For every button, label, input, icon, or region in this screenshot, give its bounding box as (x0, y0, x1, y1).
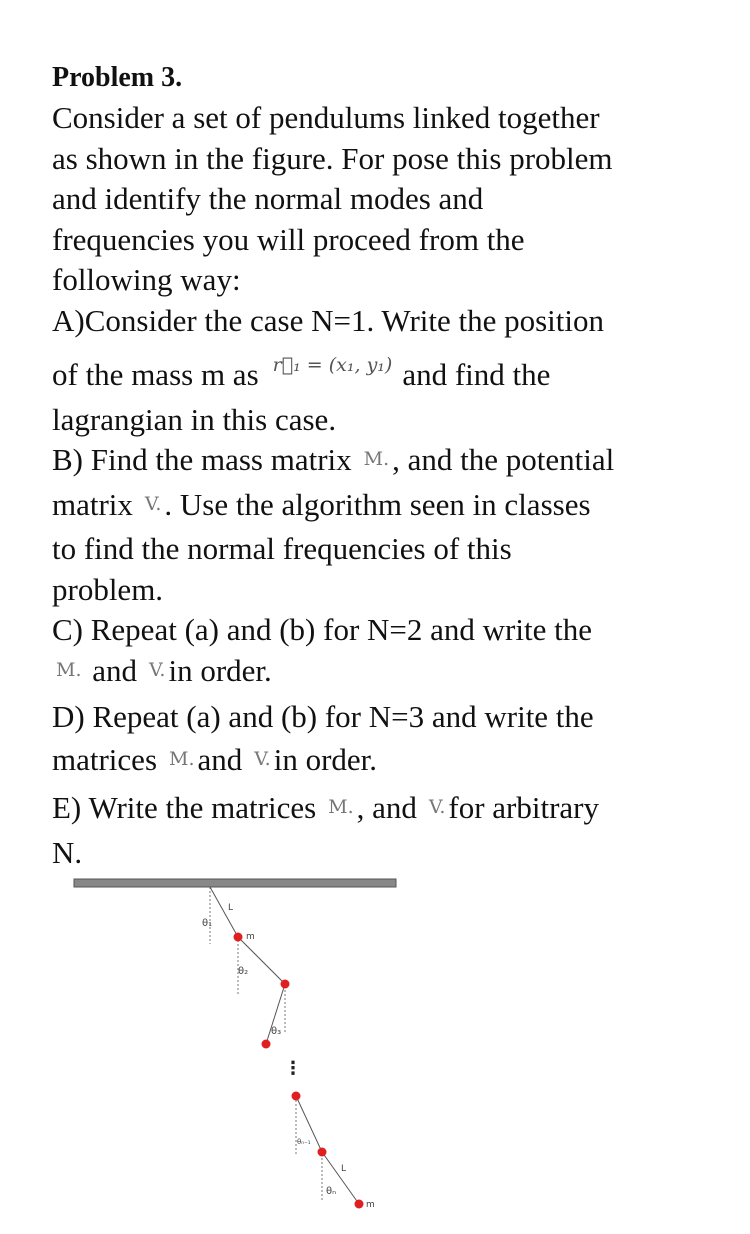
part-a-text-pre: of the mass m as (52, 357, 259, 392)
potential-matrix-symbol: V. (149, 658, 166, 681)
mass-n-minus-2 (292, 1092, 301, 1101)
potential-matrix-symbol: V. (144, 492, 162, 515)
part-a-line-3: lagrangian in this case. (52, 401, 337, 437)
intro-line-3: and identify the normal modes and (52, 181, 484, 216)
mass-n (355, 1200, 364, 1209)
potential-matrix-symbol: V. (428, 796, 446, 818)
part-b-text-pre: B) Find the mass matrix (52, 442, 352, 477)
mass-matrix-symbol: M. (169, 747, 195, 770)
part-c-and: and (92, 652, 138, 688)
part-b-line-2 (52, 485, 712, 530)
part-b-matrix-word: matrix (52, 486, 133, 522)
part-e-line-2: N. (52, 834, 83, 870)
intro-line-4: frequencies you will proceed from the (52, 221, 525, 257)
label-theta-1: θ₁ (202, 918, 213, 929)
problem-document (52, 58, 712, 873)
part-d-line-1: D) Repeat (a) and (b) for N=3 and write the (52, 699, 594, 734)
part-e-arbitrary: for arbitrary (448, 790, 599, 825)
part-d-in-order: in order. (273, 741, 378, 777)
mass-2 (281, 980, 290, 989)
label-theta-n-minus-1: θₙ₋₁ (297, 1138, 311, 1146)
mass-matrix-symbol: M. (363, 448, 390, 470)
label-theta-n: θₙ (326, 1186, 337, 1197)
mass-n-minus-1 (318, 1148, 327, 1157)
part-e-line-1 (52, 788, 712, 833)
mass-1 (234, 933, 243, 942)
part-d-line-2 (52, 740, 712, 785)
part-a-line-2 (52, 355, 712, 400)
intro-line-5: following way: (52, 262, 241, 297)
part-d-matrices-word: matrices (52, 741, 158, 777)
pendulum-diagram (70, 874, 410, 1214)
part-b-text-post: , and the potential (392, 442, 615, 477)
label-theta-2: θ₂ (238, 966, 249, 977)
part-b-line-3: to find the normal frequencies of this (52, 531, 512, 566)
part-e-and: , and (356, 790, 417, 825)
mass-matrix-symbol: M. (328, 796, 354, 818)
potential-matrix-symbol: V. (254, 747, 271, 770)
label-mass-n: m (366, 1200, 375, 1210)
mass-matrix-symbol: M. (56, 658, 82, 681)
intro-line-2: as shown in the figure. For pose this problem (52, 140, 613, 176)
part-c-in-order: in order. (168, 652, 272, 688)
part-b-line-1 (52, 440, 712, 485)
mass-3 (262, 1040, 271, 1049)
intro-line-1: Consider a set of pendulums linked together (52, 100, 600, 135)
rod-1 (210, 887, 238, 937)
label-length-top: L (228, 903, 234, 913)
label-mass-1: m (246, 932, 255, 942)
part-d-and: and (197, 741, 243, 777)
part-a-text-post: and find the (402, 357, 551, 392)
part-e-text-pre: E) Write the matrices (52, 790, 317, 825)
part-c-line-1: C) Repeat (a) and (b) for N=2 and write the (52, 612, 592, 647)
position-equation: r⃗₁ = (x₁, y₁) (272, 354, 393, 376)
part-b-algorithm-text: . Use the algorithm seen in classes (164, 486, 591, 522)
part-b-line-4: problem. (52, 571, 164, 607)
label-theta-3: θ₃ (271, 1026, 282, 1037)
pendulum-chain-figure (70, 874, 410, 1214)
label-length-bottom: L (341, 1164, 347, 1174)
problem-title: Problem 3. (52, 62, 183, 93)
ellipsis-dots: ⋮ (284, 1058, 302, 1079)
part-a-line-1: A)Consider the case N=1. Write the position (52, 302, 605, 338)
part-c-line-2 (52, 651, 712, 696)
ceiling-bar (74, 879, 396, 887)
